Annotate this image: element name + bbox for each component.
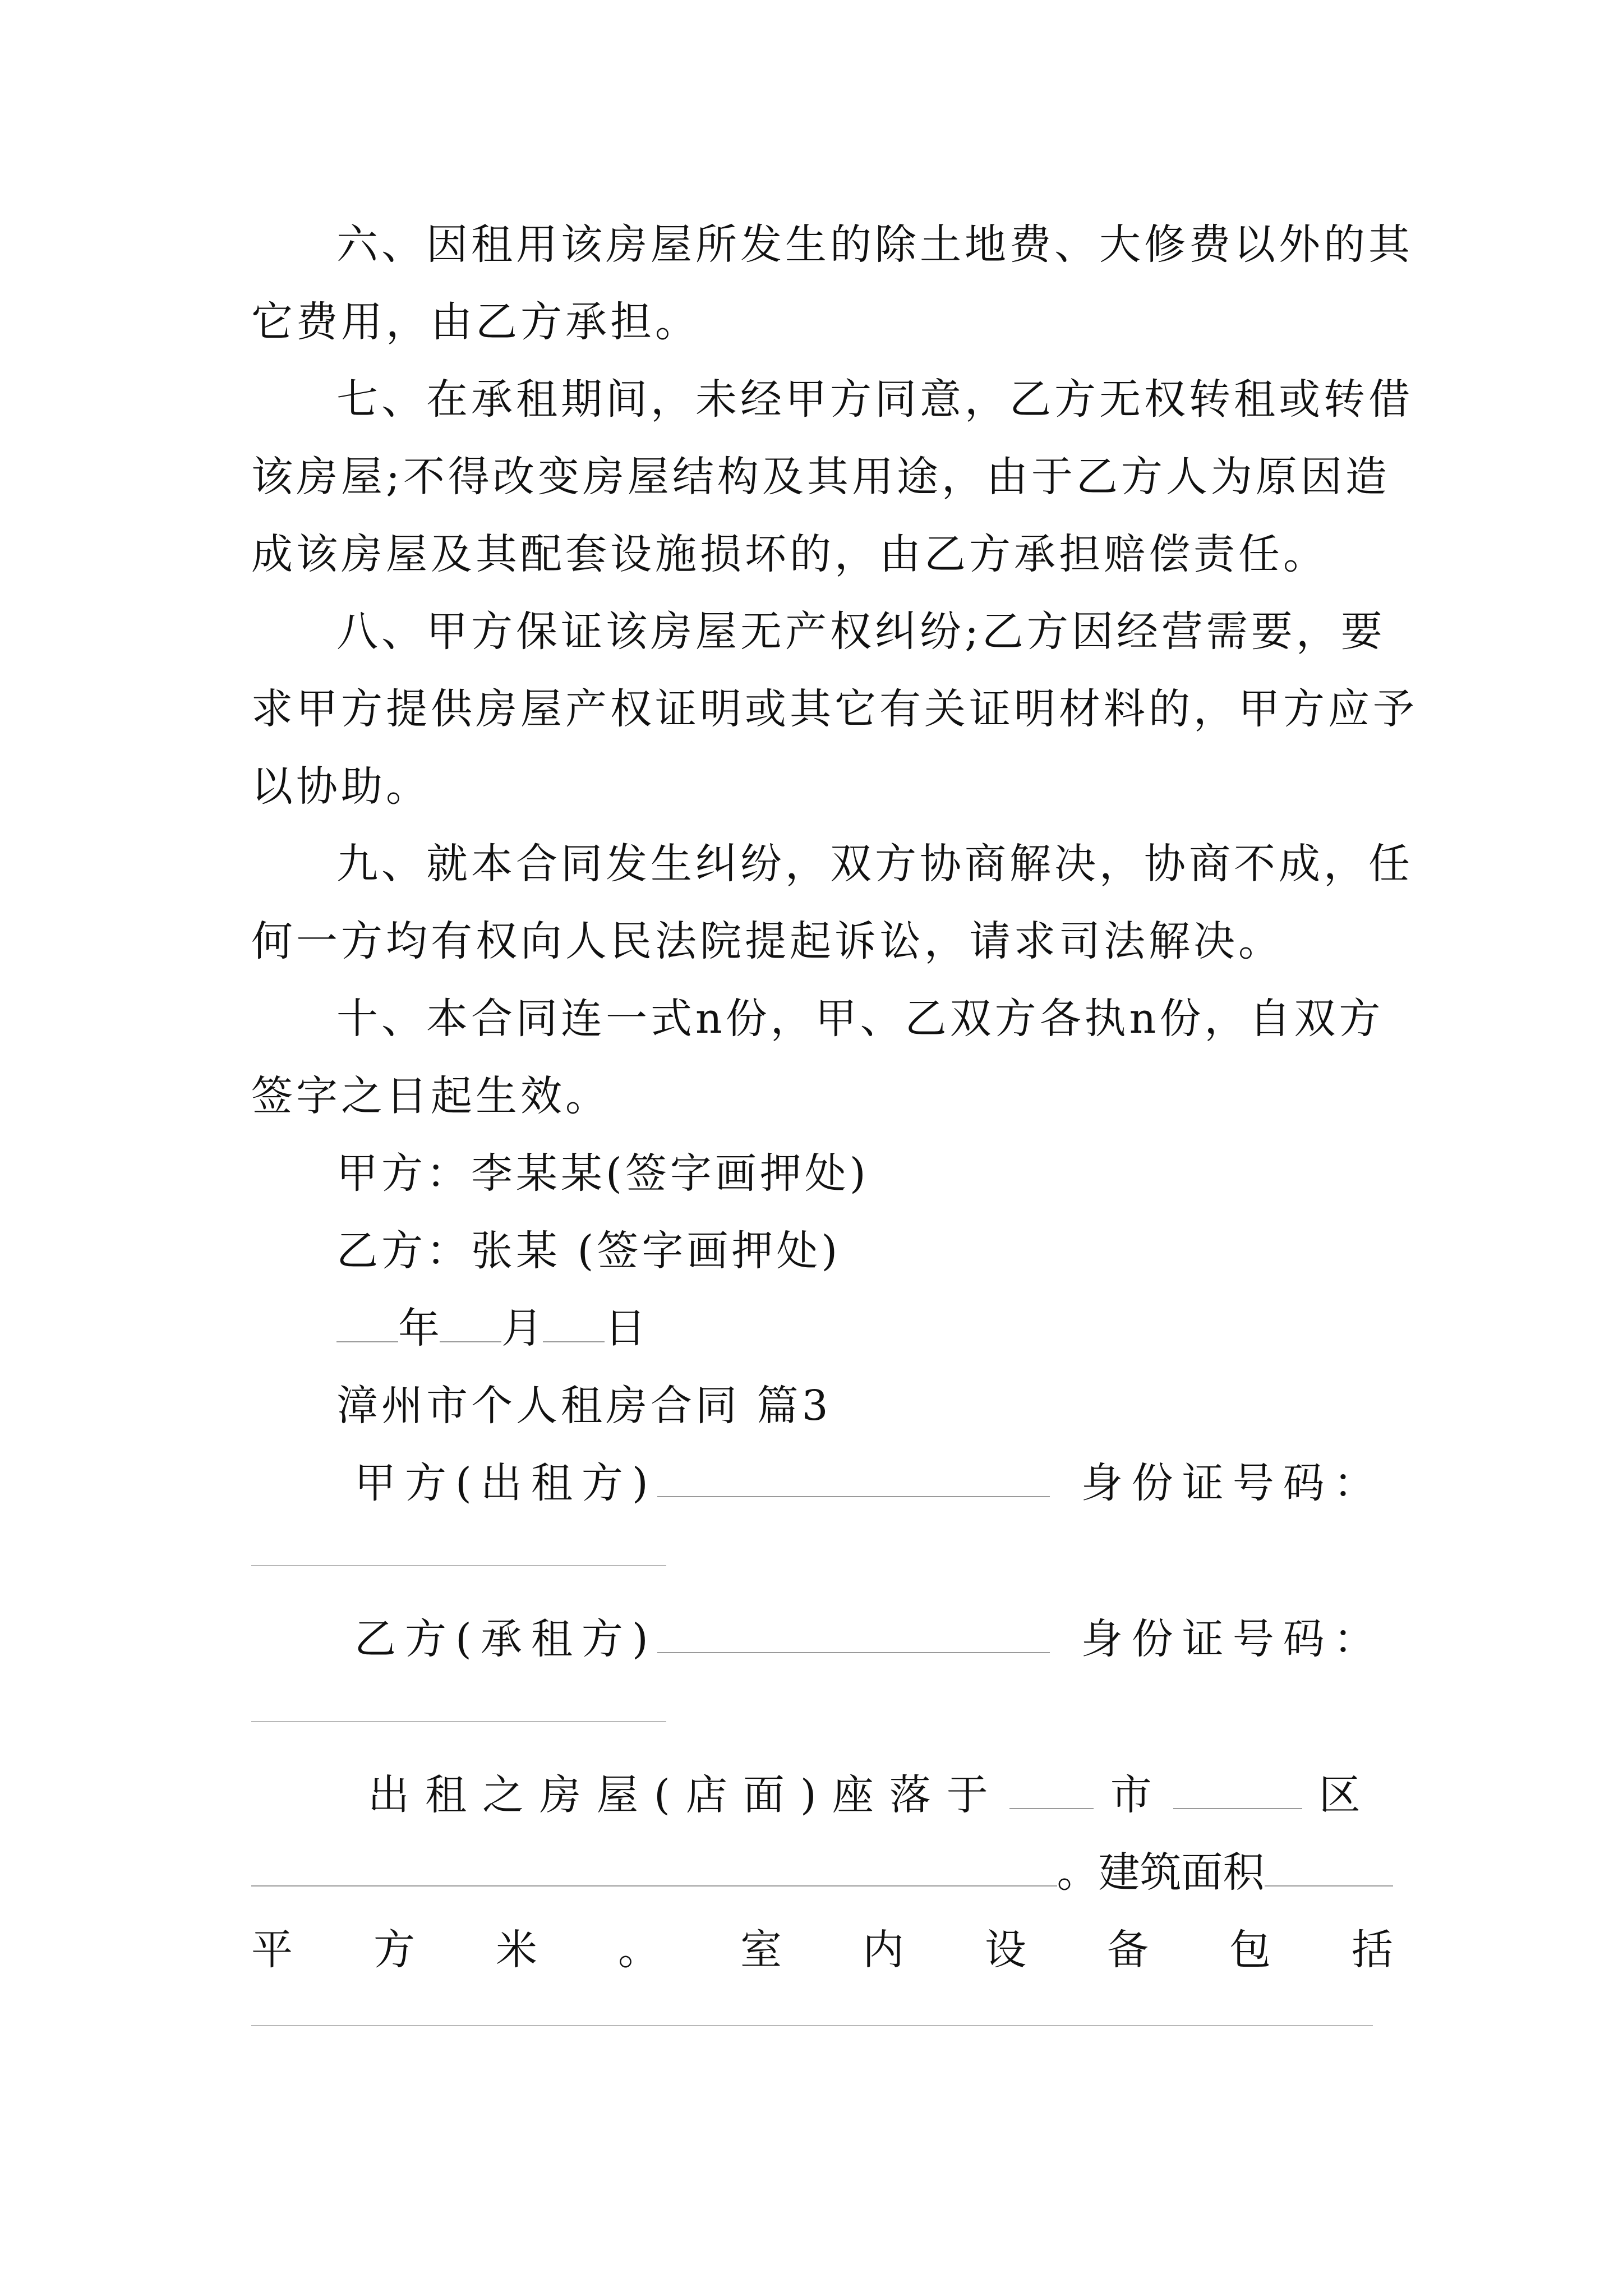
lessor-line	[354, 1455, 1393, 1511]
clause-8-line-1: 八、甲方保证该房屋无产权纠纷;乙方因经营需要，要	[336, 608, 1386, 656]
lessor-id-blank	[251, 1565, 666, 1566]
year-label: 年	[398, 1304, 440, 1352]
equipment-line	[251, 1922, 1393, 1978]
city-blank	[1009, 1770, 1094, 1809]
lessee-name-blank	[657, 1614, 1050, 1653]
address-blank	[251, 1847, 1057, 1887]
char: 。	[618, 1926, 660, 1974]
char: 内	[863, 1926, 904, 1974]
lessee-label: 乙方(承租方)	[354, 1615, 657, 1663]
char: 括	[1352, 1926, 1393, 1974]
lessee-line	[354, 1611, 1393, 1667]
char: 米	[496, 1926, 537, 1974]
lessee-id-blank	[251, 1721, 666, 1722]
section-title: 漳州市个人租房合同 篇3	[336, 1382, 832, 1430]
char: 备	[1107, 1926, 1149, 1974]
location-prefix: 出租之房屋(店面)座落于	[368, 1771, 1004, 1819]
month-label: 月	[501, 1304, 543, 1352]
clause-6-line-2: 它费用，由乙方承担。	[251, 298, 700, 346]
equipment-blank	[251, 2025, 1373, 2026]
clause-9-line-1: 九、就本合同发生纠纷，双方协商解决，协商不成，任	[336, 840, 1413, 888]
party-b-signature: 乙方：张某 (签字画押处)	[336, 1227, 841, 1275]
month-blank	[440, 1303, 501, 1342]
clause-8-line-3: 以协助。	[251, 762, 431, 811]
char: 设	[985, 1926, 1026, 1974]
area-blank	[1265, 1847, 1393, 1887]
clause-7-line-1: 七、在承租期间，未经甲方同意，乙方无权转租或转借	[336, 375, 1413, 424]
clause-10-line-2: 签字之日起生效。	[251, 1072, 610, 1120]
area-label: 。建筑面积	[1057, 1848, 1265, 1897]
clause-8-line-2: 求甲方提供房屋产权证明或其它有关证明材料的，甲方应予	[251, 685, 1418, 733]
address-area-line	[251, 1844, 1393, 1901]
char: 方	[374, 1926, 415, 1974]
district-blank	[1173, 1770, 1302, 1809]
lessee-id-label: 身份证号码：	[1081, 1615, 1384, 1663]
district-label: 区	[1318, 1771, 1376, 1819]
char: 平	[251, 1926, 293, 1974]
lessor-name-blank	[657, 1458, 1050, 1497]
city-label: 市	[1110, 1771, 1168, 1819]
day-label: 日	[605, 1304, 646, 1352]
year-blank	[336, 1303, 398, 1342]
day-blank	[543, 1303, 605, 1342]
location-line	[368, 1767, 1393, 1823]
clause-9-line-2: 何一方均有权向人民法院提起诉讼，请求司法解决。	[251, 917, 1283, 965]
char: 包	[1229, 1926, 1271, 1974]
lessor-label: 甲方(出租方)	[354, 1459, 657, 1507]
clause-10-line-1: 十、本合同连一式n份，甲、乙双方各执n份，自双方	[336, 995, 1384, 1043]
lessor-id-label: 身份证号码：	[1081, 1459, 1384, 1507]
clause-7-line-3: 成该房屋及其配套设施损坏的，由乙方承担赔偿责任。	[251, 530, 1328, 578]
clause-7-line-2: 该房屋;不得改变房屋结构及其用途，由于乙方人为原因造	[251, 453, 1390, 501]
signing-date	[336, 1300, 1393, 1356]
party-a-signature: 甲方：李某某(签字画押处)	[336, 1149, 869, 1198]
char: 室	[740, 1926, 782, 1974]
clause-6-line-1: 六、因租用该房屋所发生的除土地费、大修费以外的其	[336, 220, 1413, 269]
